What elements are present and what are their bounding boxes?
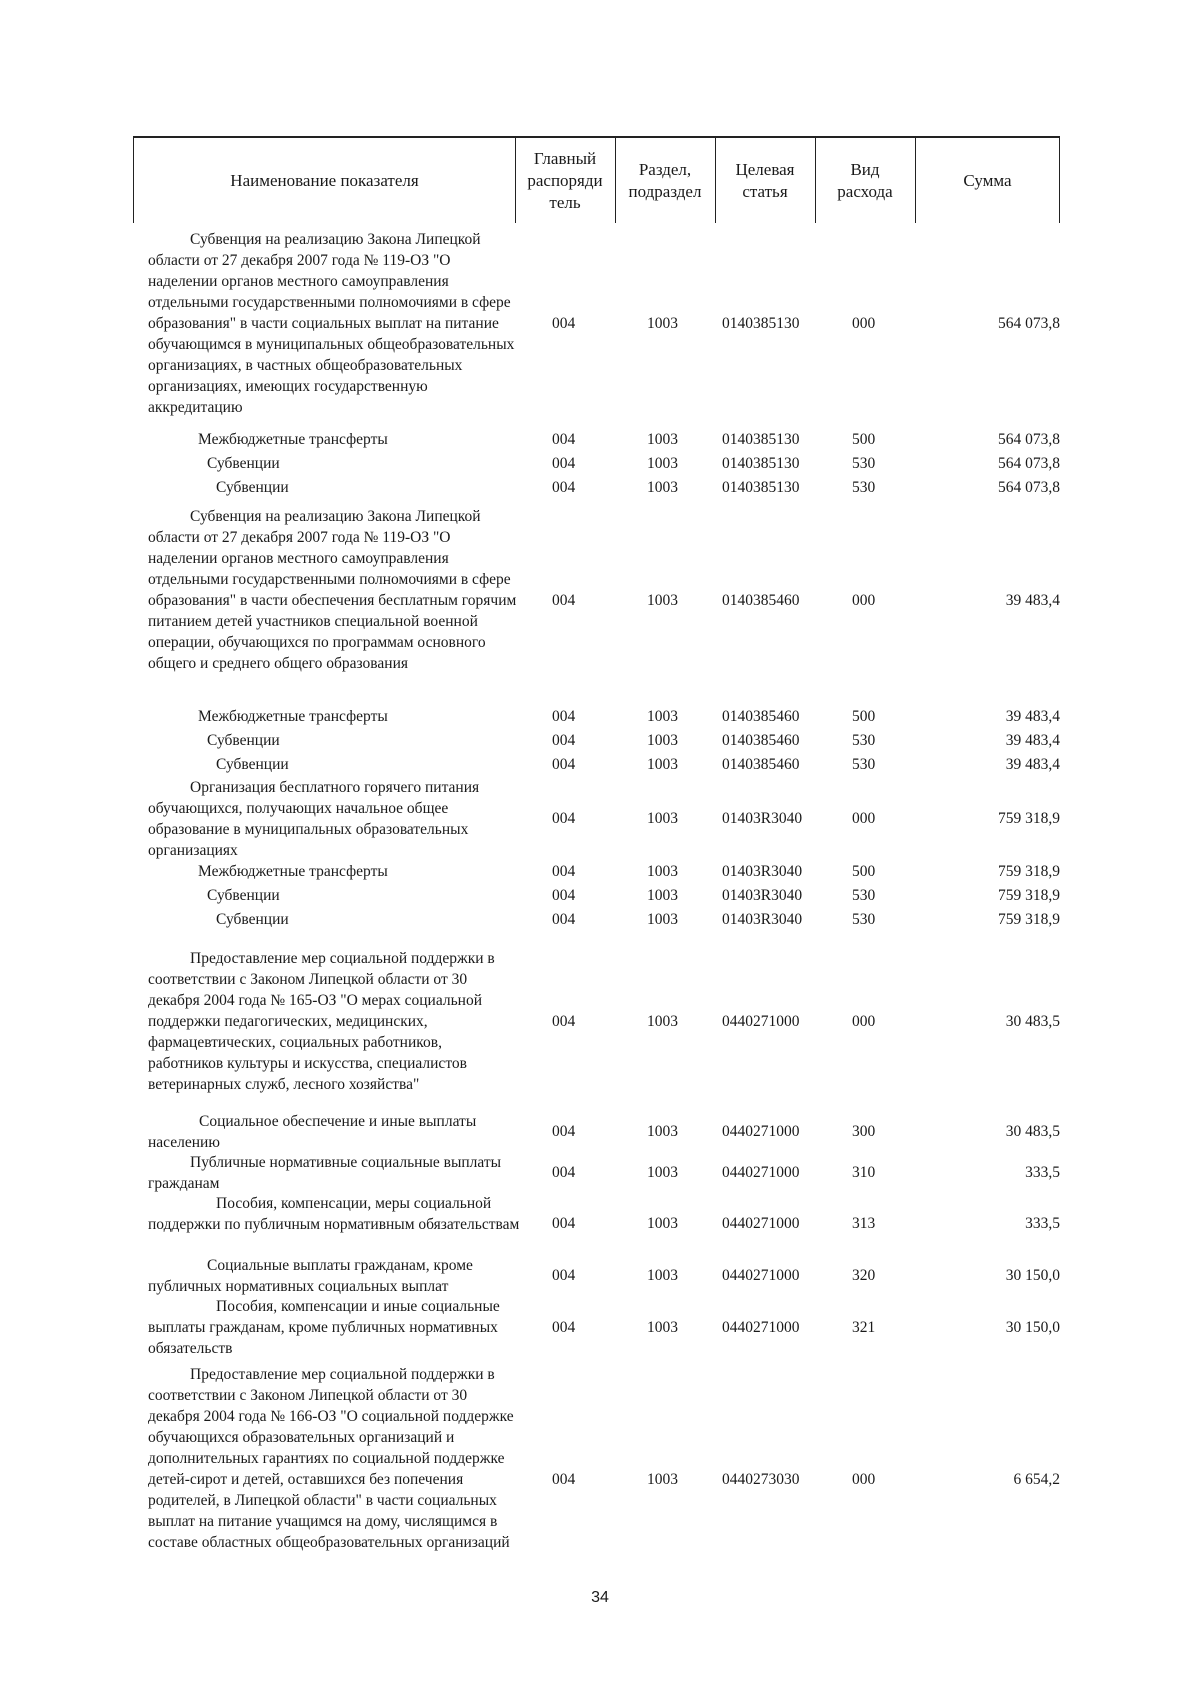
row-vr: 530: [852, 887, 876, 904]
row-vr: 300: [852, 1123, 876, 1140]
row-sum: 759 318,9: [998, 911, 1060, 928]
row-name: Предоставление мер социальной поддержки в соответствии с Законом Липецкой области от 30 декабря 2004 года № 165-ОЗ "О мерах социальной поддержки педагогических, медицинских, фармацевтических, социальных работников, работников культуры и искусства, специалистов ветеринарных служб, лесного хозяйства": [148, 950, 495, 1093]
row-cs: 0140385460: [722, 708, 800, 725]
row-rz: 1003: [647, 1013, 678, 1030]
row-cs: 0140385130: [722, 479, 800, 496]
row-name: Субвенции: [207, 732, 280, 749]
row-cs: 0140385460: [722, 756, 800, 773]
row-name: Социальное обеспечение и иные выплаты населению: [148, 1113, 477, 1151]
row-ga: 004: [552, 911, 576, 928]
row-cs: 01403R3040: [722, 911, 803, 928]
row-vr: 530: [852, 479, 876, 496]
row-cs: 01403R3040: [722, 887, 803, 904]
row-ga: 004: [552, 756, 576, 773]
row-sum: 39 483,4: [1005, 756, 1060, 773]
row-sum: 759 318,9: [998, 810, 1060, 827]
row-name: Социальные выплаты гражданам, кроме публичных нормативных социальных выплат: [148, 1257, 473, 1295]
row-vr: 321: [852, 1319, 876, 1336]
row-sum: 6 654,2: [1013, 1471, 1060, 1488]
header-name: Наименование показателя: [230, 170, 419, 190]
row-cs: 0440271000: [722, 1267, 800, 1284]
row-vr: 500: [852, 863, 876, 880]
row-cs: 0440273030: [722, 1471, 800, 1488]
row-ga: 004: [552, 315, 576, 332]
row-sum: 333,5: [1025, 1215, 1060, 1232]
row-sum: 333,5: [1025, 1164, 1060, 1181]
page-number: 34: [591, 1589, 609, 1606]
row-vr: 320: [852, 1267, 876, 1284]
row-cs: 0140385130: [722, 455, 800, 472]
row-vr: 530: [852, 756, 876, 773]
row-sum: 759 318,9: [998, 863, 1060, 880]
row-sum: 39 483,4: [1005, 732, 1060, 749]
row-sum: 759 318,9: [998, 887, 1060, 904]
row-rz: 1003: [647, 592, 678, 609]
row-ga: 004: [552, 1164, 576, 1181]
row-rz: 1003: [647, 810, 678, 827]
row-rz: 1003: [647, 455, 678, 472]
row-name: Пособия, компенсации, меры социальной поддержки по публичным нормативным обязательствам: [148, 1195, 520, 1233]
row-ga: 004: [552, 592, 576, 609]
row-rz: 1003: [647, 708, 678, 725]
row-vr: 530: [852, 911, 876, 928]
row-rz: 1003: [647, 863, 678, 880]
row-sum: 39 483,4: [1005, 708, 1060, 725]
row-name: Субвенции: [216, 911, 289, 928]
row-cs: 0440271000: [722, 1123, 800, 1140]
row-rz: 1003: [647, 1164, 678, 1181]
row-sum: 564 073,8: [998, 431, 1060, 448]
row-cs: 0440271000: [722, 1319, 800, 1336]
row-cs: 01403R3040: [722, 863, 803, 880]
row-vr: 313: [852, 1215, 876, 1232]
row-sum: 30 483,5: [1005, 1123, 1060, 1140]
row-cs: 0440271000: [722, 1215, 800, 1232]
row-vr: 000: [852, 315, 876, 332]
row-vr: 500: [852, 708, 876, 725]
row-sum: 564 073,8: [998, 315, 1060, 332]
row-rz: 1003: [647, 1267, 678, 1284]
row-name: Предоставление мер социальной поддержки в соответствии с Законом Липецкой области от 30 декабря 2004 года № 166-ОЗ "О социальной поддержке обучающихся образовательных организаций и дополнительных гарантиях по социальной поддержке детей-сирот и детей, оставшихся без попечения родителей, в Липецкой области" в части социальных выплат на питание учащимся на дому, числящимся в составе областных общеобразовательных организаций: [148, 1366, 514, 1551]
row-rz: 1003: [647, 732, 678, 749]
row-cs: 0140385130: [722, 431, 800, 448]
row-cs: 0140385460: [722, 732, 800, 749]
row-vr: 000: [852, 1471, 876, 1488]
row-cs: 0140385460: [722, 592, 800, 609]
row-sum: 564 073,8: [998, 479, 1060, 496]
row-vr: 000: [852, 592, 876, 609]
row-ga: 004: [552, 1013, 576, 1030]
table-header: [133, 136, 1060, 223]
row-sum: 564 073,8: [998, 455, 1060, 472]
row-rz: 1003: [647, 479, 678, 496]
header-rz: Раздел, подраздел: [628, 159, 702, 201]
row-name: Субвенции: [216, 756, 289, 773]
row-rz: 1003: [647, 1123, 678, 1140]
row-ga: 004: [552, 1123, 576, 1140]
row-rz: 1003: [647, 1471, 678, 1488]
row-name: Субвенция на реализацию Закона Липецкой области от 27 декабря 2007 года № 119-ОЗ "О наделении органов местного самоуправления отдельными государственными полномочиями в сфере образования" в части обеспечения бесплатным горячим питанием детей участников специальной военной операции, обучающихся по программам основного общего и среднего общего образования: [148, 508, 517, 672]
header-cs: Целевая статья: [735, 159, 795, 201]
row-cs: 0440271000: [722, 1164, 800, 1181]
row-ga: 004: [552, 887, 576, 904]
row-cs: 01403R3040: [722, 810, 803, 827]
row-name: Субвенции: [216, 479, 289, 496]
row-rz: 1003: [647, 756, 678, 773]
row-ga: 004: [552, 732, 576, 749]
row-name: Межбюджетные трансферты: [198, 863, 388, 880]
row-vr: 530: [852, 455, 876, 472]
row-ga: 004: [552, 863, 576, 880]
row-vr: 530: [852, 732, 876, 749]
row-rz: 1003: [647, 431, 678, 448]
row-vr: 500: [852, 431, 876, 448]
row-ga: 004: [552, 431, 576, 448]
row-rz: 1003: [647, 887, 678, 904]
row-rz: 1003: [647, 911, 678, 928]
row-sum: 30 483,5: [1005, 1013, 1060, 1030]
row-name: Публичные нормативные социальные выплаты гражданам: [148, 1154, 502, 1192]
row-rz: 1003: [647, 1319, 678, 1336]
row-ga: 004: [552, 708, 576, 725]
row-rz: 1003: [647, 315, 678, 332]
row-ga: 004: [552, 1319, 576, 1336]
row-name: Субвенции: [207, 887, 280, 904]
row-sum: 30 150,0: [1005, 1319, 1060, 1336]
row-vr: 310: [852, 1164, 876, 1181]
row-name: Субвенции: [207, 455, 280, 472]
row-ga: 004: [552, 1471, 576, 1488]
row-name: Организация бесплатного горячего питания обучающихся, получающих начальное общее образование в муниципальных образовательных организациях: [148, 779, 480, 859]
row-name: Межбюджетные трансферты: [198, 431, 388, 448]
row-sum: 39 483,4: [1005, 592, 1060, 609]
row-name: Межбюджетные трансферты: [198, 708, 388, 725]
row-vr: 000: [852, 810, 876, 827]
row-sum: 30 150,0: [1005, 1267, 1060, 1284]
row-rz: 1003: [647, 1215, 678, 1232]
header-sum: Сумма: [963, 170, 1012, 190]
row-ga: 004: [552, 810, 576, 827]
row-name: Субвенция на реализацию Закона Липецкой области от 27 декабря 2007 года № 119-ОЗ "О наделении органов местного самоуправления отдельными государственными полномочиями в сфере образования" в части социальных выплат на питание обучающимся в муниципальных общеобразовательных организациях, в частных общеобразовательных организациях, имеющих государственную аккредитацию: [148, 231, 515, 416]
header-ga: Главный распоряди тель: [527, 148, 603, 212]
row-cs: 0140385130: [722, 315, 800, 332]
header-vr: Вид расхода: [837, 159, 893, 201]
row-ga: 004: [552, 1215, 576, 1232]
row-ga: 004: [552, 1267, 576, 1284]
row-cs: 0440271000: [722, 1013, 800, 1030]
row-vr: 000: [852, 1013, 876, 1030]
row-ga: 004: [552, 479, 576, 496]
row-ga: 004: [552, 455, 576, 472]
row-name: Пособия, компенсации и иные социальные выплаты гражданам, кроме публичных нормативных обязательств: [148, 1298, 500, 1357]
